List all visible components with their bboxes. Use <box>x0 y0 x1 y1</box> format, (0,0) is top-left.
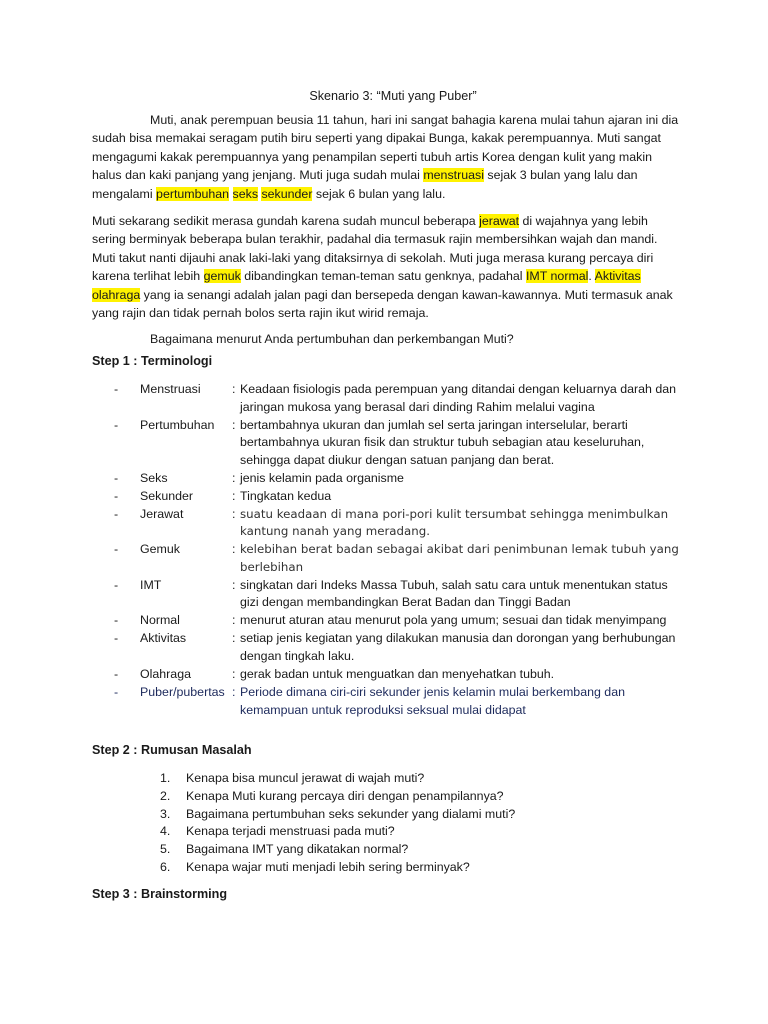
term-definition: Keadaan fisiologis pada perempuan yang ditandai dengan keluarnya darah dan jaringan mukosa yang berasal dari dinding Rahim melalui vagina <box>240 382 677 414</box>
problem-item <box>150 806 650 824</box>
term-definition: suatu keadaan di mana pori-pori kulit tersumbat sehingga menimbulkan kantung nanah yang meradang. <box>240 506 669 539</box>
term-bullet: - <box>114 667 119 682</box>
term-name: Gemuk <box>140 542 180 557</box>
term-bullet: - <box>114 382 119 396</box>
problem-number: 1. <box>160 771 171 785</box>
term-bullet: - <box>114 613 119 628</box>
term-bullet: - <box>114 417 119 432</box>
terminology-list <box>92 381 692 720</box>
term-definition: singkatan dari Indeks Massa Tubuh, salah satu cara untuk menentukan status gizi dengan membandingkan Berat Badan dan Tinggi Badan <box>240 577 668 610</box>
highlighted-term: pertumbuhan <box>156 186 230 201</box>
term-row <box>92 381 692 416</box>
paragraph-text: sejak 3 bulan yang lalu dan mengalami <box>92 168 638 201</box>
scenario-question: Bagaimana menurut Anda pertumbuhan dan perkembangan Muti? <box>150 332 514 346</box>
problem-item <box>150 823 650 841</box>
step-2-heading: Step 2 : Rumusan Masalah <box>92 743 252 757</box>
paragraph-text: . <box>588 269 595 284</box>
term-name: Pertumbuhan <box>140 417 215 432</box>
document-title: Skenario 3: “Muti yang Puber” <box>309 89 477 103</box>
term-row <box>92 470 692 488</box>
term-definition: bertambahnya ukuran dan jumlah sel serta jaringan interselular, berarti bertambahnya ukuran fisik dan struktur tubuh sebagian atau keseluruhan, sehingga dapat diukur dengan satuan panjang dan berat. <box>240 417 645 467</box>
problem-text: Kenapa bisa muncul jerawat di wajah muti? <box>186 771 425 785</box>
highlighted-term: seks <box>232 186 259 201</box>
step-1-heading: Step 1 : Terminologi <box>92 354 213 368</box>
problem-item <box>150 770 650 788</box>
term-bullet: - <box>114 488 119 503</box>
term-row <box>92 684 692 719</box>
highlighted-term: IMT normal <box>525 269 589 284</box>
problem-number: 5. <box>160 842 171 857</box>
term-definition: kelebihan berat badan sebagai akibat dari penimbunan lemak tubuh yang berlebihan <box>240 542 679 574</box>
term-colon: : <box>232 542 236 557</box>
term-row <box>92 488 692 506</box>
highlighted-term: gemuk <box>203 269 241 284</box>
paragraph-text: di wajahnya yang lebih sering berminyak beberapa bulan terakhir, padahal dia termasuk rajin membersihkan wajah dan mandi. Muti takut nanti dijauhi anak laki-laki yang ditaksirnya di sekolah. Muti juga merasa kurang percaya diri karena terlihat lebih <box>92 214 658 284</box>
term-row <box>92 612 692 630</box>
scenario-paragraph-1 <box>92 111 680 203</box>
term-bullet: - <box>114 631 119 646</box>
term-colon: : <box>232 685 236 699</box>
term-bullet: - <box>114 542 119 557</box>
term-bullet: - <box>114 470 119 485</box>
term-colon: : <box>232 667 236 682</box>
problem-number: 4. <box>160 824 171 839</box>
paragraph-text: Muti, anak perempuan beusia 11 tahun, hari ini sangat bahagia karena mulai tahun ajaran ini dia sudah bisa memakai seragam putih biru seperti yang dipakai Bunga, kakak perempuannya. Muti sangat mengagumi kakak perempuannya yang penampilan seperti tubuh artis Korea dengan kulit yang makin halus dan kaki panjang yang jenjang. Muti juga sudah mulai <box>92 113 679 183</box>
problem-number: 6. <box>160 859 171 874</box>
problem-text: Kenapa Muti kurang percaya diri dengan penampilannya? <box>186 788 504 803</box>
term-row <box>92 541 692 576</box>
term-name: Aktivitas <box>140 631 187 646</box>
term-name: Normal <box>140 613 180 628</box>
term-colon: : <box>232 506 236 521</box>
term-colon: : <box>232 470 236 485</box>
term-colon: : <box>232 631 236 646</box>
problem-number: 3. <box>160 806 171 821</box>
term-name: Puber/pubertas <box>140 685 225 699</box>
highlighted-term: Aktivitas <box>594 269 641 284</box>
paragraph-text: yang ia senangi adalah jalan pagi dan bersepeda dengan kawan-kawannya. Muti termasuk anak yang rajin dan tidak pernah bolos serta rajin ikut wirid remaja. <box>92 287 673 321</box>
problem-text: Kenapa wajar muti menjadi lebih sering berminyak? <box>186 859 470 874</box>
term-definition: gerak badan untuk menguatkan dan menyehatkan tubuh. <box>240 667 555 682</box>
term-colon: : <box>232 417 236 432</box>
problem-number: 2. <box>160 788 171 803</box>
step-3-heading: Step 3 : Brainstorming <box>92 887 228 901</box>
paragraph-text: Muti sekarang sedikit merasa gundah karena sudah muncul beberapa <box>92 214 480 228</box>
term-name: Menstruasi <box>140 382 201 396</box>
term-name: Olahraga <box>140 667 191 682</box>
term-definition: Periode dimana ciri-ciri sekunder jenis kelamin mulai berkembang dan kemampuan untuk reproduksi seksual mulai didapat <box>240 685 625 717</box>
term-row <box>92 506 692 541</box>
term-name: Sekunder <box>140 488 194 503</box>
term-row <box>92 417 692 470</box>
problem-item <box>150 859 650 877</box>
term-row <box>92 666 692 684</box>
problem-text: Bagaimana pertumbuhan seks sekunder yang dialami muti? <box>186 806 516 821</box>
problem-item <box>150 788 650 806</box>
paragraph-text: sejak 6 bulan yang lalu. <box>312 186 446 201</box>
term-definition: Tingkatan kedua <box>240 488 332 503</box>
highlighted-term: menstruasi <box>423 168 484 183</box>
paragraph-text: dibandingkan teman-teman satu genknya, padahal <box>240 269 526 284</box>
term-bullet: - <box>114 506 119 521</box>
term-name: IMT <box>140 577 162 592</box>
term-name: Jerawat <box>140 506 184 521</box>
term-definition: jenis kelamin pada organisme <box>240 470 404 485</box>
term-row <box>92 577 692 612</box>
term-definition: setiap jenis kegiatan yang dilakukan manusia dan dorongan yang berhubungan dengan tingkah laku. <box>240 631 676 664</box>
problem-text: Bagaimana IMT yang dikatakan normal? <box>186 842 409 857</box>
highlighted-term: sekunder <box>261 186 313 201</box>
term-colon: : <box>232 382 236 396</box>
term-colon: : <box>232 613 236 628</box>
term-colon: : <box>232 488 236 503</box>
problem-list <box>150 770 650 877</box>
term-row <box>92 630 692 665</box>
term-colon: : <box>232 577 236 592</box>
problem-item <box>150 841 650 859</box>
scenario-paragraph-2 <box>92 212 680 322</box>
term-definition: menurut aturan atau menurut pola yang umum; sesuai dan tidak menyimpang <box>240 613 667 628</box>
term-name: Seks <box>140 470 168 485</box>
problem-text: Kenapa terjadi menstruasi pada muti? <box>186 824 395 839</box>
term-bullet: - <box>114 577 119 592</box>
term-bullet: - <box>114 685 119 699</box>
highlighted-term: olahraga <box>92 287 141 302</box>
highlighted-term: jerawat <box>479 214 520 228</box>
paragraph-text <box>229 187 232 201</box>
